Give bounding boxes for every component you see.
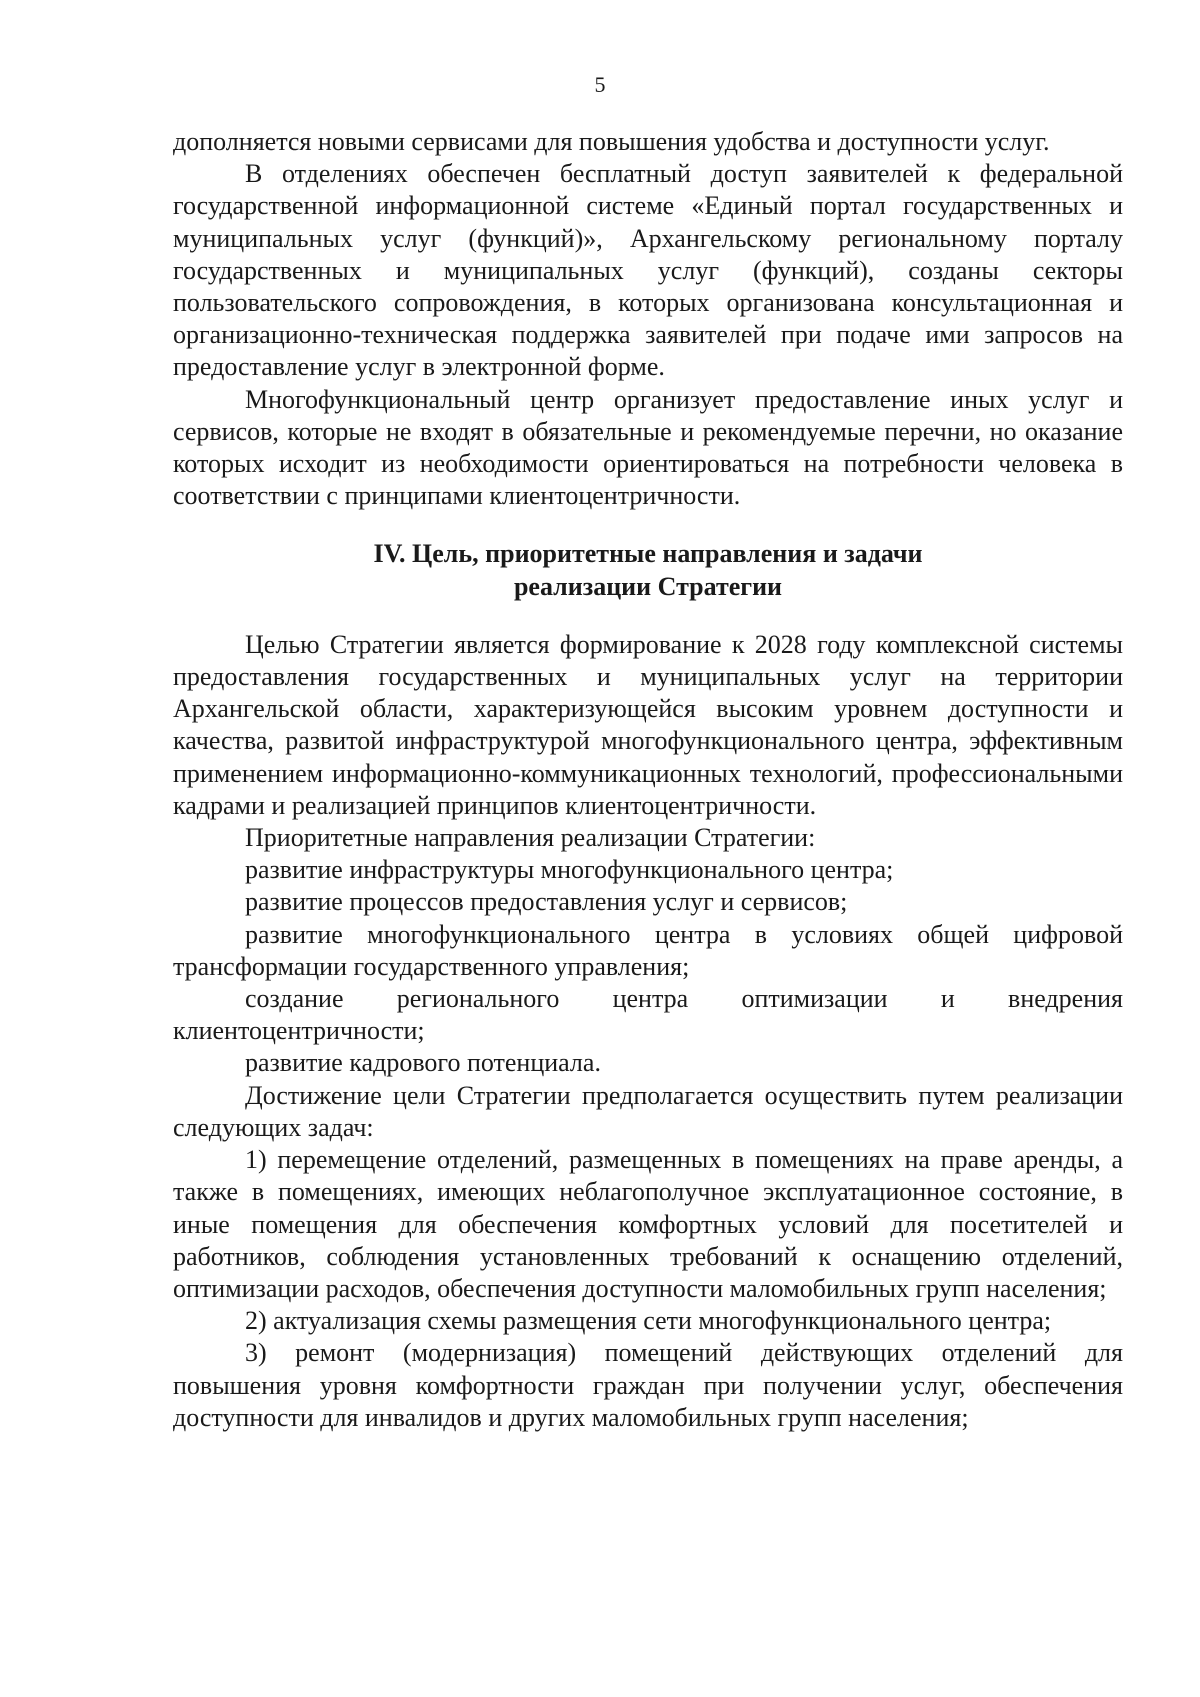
list-item: 1) перемещение отделений, размещенных в помещениях на праве аренды, а также в помещениях, имеющих неблагополучное эксплуатационное состояние, в иные помещения для обеспечения комфортных условий для посетителей и работников, соблюдения установленных требований к оснащению отделений, оптимизации расходов, обеспечения доступности маломобильных групп населения; <box>173 1145 1123 1303</box>
list-item: развитие процессов предоставления услуг и сервисов; <box>245 887 848 917</box>
list-item: развитие кадрового потенциала. <box>245 1048 601 1078</box>
section-heading-line: реализации Стратегии <box>513 571 783 601</box>
list-item: развитие многофункционального центра в условиях общей цифровой трансформации государственного управления; <box>173 919 1123 981</box>
paragraph: Приоритетные направления реализации Стратегии: <box>245 823 816 853</box>
section-heading <box>173 538 1123 602</box>
paragraph: Целью Стратегии является формирование к 2028 году комплексной системы предоставления государственных и муниципальных услуг на территории Архангельской области, характеризующейся высоким уровнем доступности и качества, развитой инфраструктурой многофункционального центра, эффективным применением информационно-коммуникационных технологий, профессиональными кадрами и реализацией принципов клиентоцентричности. <box>173 629 1123 820</box>
section-heading-line: IV. Цель, приоритетные направления и задачи <box>373 539 923 569</box>
page-number: 5 <box>594 72 606 97</box>
paragraph: Многофункциональный центр организует предоставление иных услуг и сервисов, которые не входят в обязательные и рекомендуемые перечни, но оказание которых исходит из необходимости ориентироваться на потребности человека в соответствии с принципами клиентоцентричности. <box>173 384 1123 511</box>
list-item: 3) ремонт (модернизация) помещений действующих отделений для повышения уровня комфортности граждан при получении услуг, обеспечения доступности для инвалидов и других маломобильных групп населения; <box>173 1338 1123 1432</box>
list-item: создание регионального центра оптимизации и внедрения клиентоцентричности; <box>173 984 1123 1046</box>
list-item: развитие инфраструктуры многофункционального центра; <box>245 855 894 885</box>
paragraph: дополняется новыми сервисами для повышения удобства и доступности услуг. <box>173 127 1050 156</box>
paragraph: Достижение цели Стратегии предполагается осуществить путем реализации следующих задач: <box>173 1080 1123 1142</box>
paragraph: В отделениях обеспечен бесплатный доступ заявителей к федеральной государственной информационной системе «Единый портал государственных и муниципальных услуг (функций)», Архангельскому региональному порталу государственных и муниципальных услуг (функций), созданы секторы пользовательского сопровождения, в которых организована консультационная и организационно-техническая поддержка заявителей при подаче ими запросов на предоставление услуг в электронной форме. <box>173 159 1123 382</box>
list-item: 2) актуализация схемы размещения сети многофункционального центра; <box>245 1306 1052 1336</box>
document-body <box>173 126 1123 1434</box>
